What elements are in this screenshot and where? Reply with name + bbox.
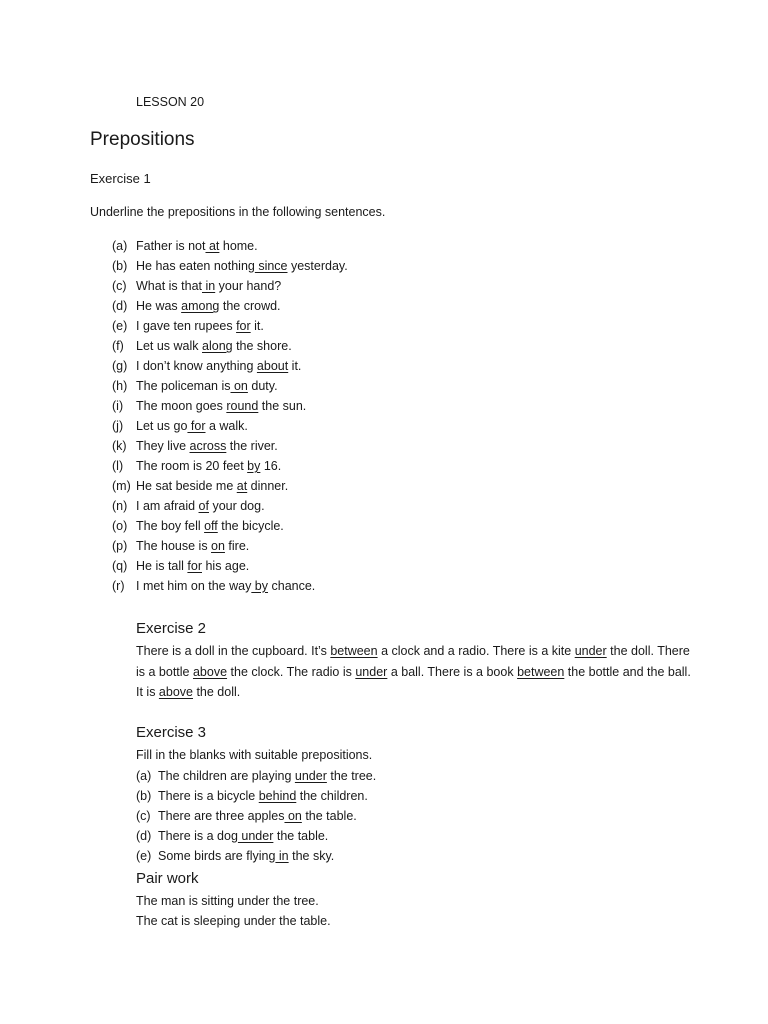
item-text: home. bbox=[219, 239, 258, 253]
preposition: for bbox=[187, 559, 202, 573]
preposition: under bbox=[574, 644, 607, 658]
exercise3-item bbox=[136, 826, 696, 846]
exercise1-item bbox=[112, 576, 348, 596]
preposition: under bbox=[294, 768, 327, 783]
exercise2-section bbox=[136, 619, 696, 703]
item-label: (d) bbox=[136, 828, 152, 843]
pairwork-section bbox=[136, 869, 696, 931]
preposition: behind bbox=[258, 788, 297, 803]
preposition: on bbox=[284, 808, 302, 823]
exercise1-item bbox=[112, 456, 348, 476]
item-text: There is a bicycle bbox=[158, 788, 259, 803]
item-text: 16. bbox=[260, 459, 282, 473]
paragraph-text: the bottle and the ball. It is bbox=[136, 664, 691, 699]
item-label: (e) bbox=[136, 848, 152, 863]
item-text: the table. bbox=[301, 808, 357, 823]
preposition: across bbox=[189, 439, 227, 453]
preposition: in bbox=[275, 848, 289, 863]
item-text: the sky. bbox=[288, 848, 335, 863]
item-text: duty. bbox=[247, 379, 278, 393]
item-text: dinner. bbox=[247, 479, 289, 493]
preposition: by bbox=[251, 579, 269, 593]
item-label: (f) bbox=[112, 339, 124, 353]
lesson-number: LESSON 20 bbox=[136, 95, 205, 109]
item-label: (a) bbox=[136, 768, 152, 783]
exercise1-item bbox=[112, 396, 348, 416]
item-text: the bicycle. bbox=[217, 519, 284, 533]
exercise1-item bbox=[112, 536, 348, 556]
exercise3-list bbox=[136, 766, 696, 866]
item-text: the sun. bbox=[258, 399, 307, 413]
item-label: (h) bbox=[112, 379, 128, 393]
item-label: (e) bbox=[112, 319, 128, 333]
exercise1-item bbox=[112, 556, 348, 576]
exercise1-item bbox=[112, 336, 348, 356]
item-text: the children. bbox=[296, 788, 368, 803]
preposition: round bbox=[226, 399, 259, 413]
exercise3-section bbox=[136, 723, 696, 866]
item-text: the table. bbox=[273, 828, 329, 843]
item-text: He has eaten nothing bbox=[136, 259, 255, 273]
exercise1-item bbox=[112, 296, 348, 316]
item-label: (p) bbox=[112, 539, 128, 553]
preposition: for bbox=[187, 419, 206, 433]
item-label: (b) bbox=[136, 788, 152, 803]
preposition: above bbox=[192, 664, 228, 679]
item-text: Let us go bbox=[136, 419, 188, 433]
paragraph-text: the clock. The radio is bbox=[227, 664, 356, 679]
item-text: The house is bbox=[136, 539, 212, 553]
preposition: about bbox=[256, 359, 289, 373]
item-text: Let us walk bbox=[136, 339, 203, 353]
paragraph-text: the doll. bbox=[192, 685, 241, 699]
item-text: a walk. bbox=[205, 419, 248, 433]
exercise2-paragraph bbox=[136, 641, 696, 703]
item-text: There is a dog bbox=[158, 828, 238, 843]
item-text: chance. bbox=[268, 579, 316, 593]
item-text: I met him on the way bbox=[136, 579, 252, 593]
item-label: (a) bbox=[112, 239, 128, 253]
item-label: (q) bbox=[112, 559, 128, 573]
preposition: off bbox=[204, 519, 218, 533]
item-label: (i) bbox=[112, 399, 124, 413]
item-text: The room is 20 feet bbox=[136, 459, 248, 473]
item-text: There are three apples bbox=[158, 808, 285, 823]
item-label: (k) bbox=[112, 439, 127, 453]
preposition: between bbox=[330, 644, 378, 658]
item-label: (n) bbox=[112, 499, 128, 513]
exercise3-item bbox=[136, 766, 696, 786]
item-label: (l) bbox=[112, 459, 124, 473]
paragraph-text: the doll. There is a bottle bbox=[136, 644, 690, 679]
page-title: Prepositions bbox=[90, 129, 195, 150]
preposition: in bbox=[202, 279, 216, 293]
item-text: the crowd. bbox=[219, 299, 281, 313]
item-text: the river. bbox=[226, 439, 278, 453]
pairwork-line: The man is sitting under the tree. bbox=[136, 894, 319, 908]
preposition: under bbox=[355, 664, 388, 679]
item-text: the shore. bbox=[232, 339, 292, 353]
paragraph-text: There is a doll in the cupboard. It’s bbox=[136, 644, 331, 658]
preposition: under bbox=[237, 828, 274, 843]
exercise3-item bbox=[136, 786, 696, 806]
preposition: among bbox=[181, 299, 220, 313]
preposition: for bbox=[236, 319, 251, 333]
exercise1-item bbox=[112, 516, 348, 536]
item-text: your hand? bbox=[215, 279, 282, 293]
item-text: it. bbox=[288, 359, 302, 373]
item-text: it. bbox=[250, 319, 264, 333]
exercise1-item bbox=[112, 476, 348, 496]
preposition: on bbox=[230, 379, 248, 393]
preposition: between bbox=[517, 664, 565, 679]
exercise1-item bbox=[112, 256, 348, 276]
item-text: He sat beside me bbox=[136, 479, 237, 493]
exercise2-heading: Exercise 2 bbox=[136, 620, 207, 637]
exercise3-instruction: Fill in the blanks with suitable prepositions. bbox=[136, 748, 373, 762]
item-label: (m) bbox=[112, 479, 131, 493]
item-label: (o) bbox=[112, 519, 128, 533]
preposition: at bbox=[205, 239, 220, 253]
exercise1-item bbox=[112, 436, 348, 456]
item-text: the tree. bbox=[326, 768, 377, 783]
item-text: The policeman is bbox=[136, 379, 231, 393]
item-text: your dog. bbox=[208, 499, 265, 513]
item-text: I don’t know anything bbox=[136, 359, 257, 373]
exercise1-item bbox=[112, 356, 348, 376]
item-label: (j) bbox=[112, 419, 124, 433]
item-text: He was bbox=[136, 299, 182, 313]
exercise1-list bbox=[112, 236, 348, 596]
preposition: since bbox=[254, 259, 288, 273]
item-text: his age. bbox=[202, 559, 250, 573]
exercise1-heading: Exercise 1 bbox=[90, 171, 151, 186]
paragraph-text: a clock and a radio. There is a kite bbox=[377, 644, 575, 658]
exercise3-item bbox=[136, 846, 696, 866]
item-text: Father is not bbox=[136, 239, 206, 253]
exercise1-item bbox=[112, 236, 348, 256]
exercise1-item bbox=[112, 276, 348, 296]
item-text: The moon goes bbox=[136, 399, 227, 413]
pairwork-heading: Pair work bbox=[136, 870, 199, 887]
exercise1-item bbox=[112, 376, 348, 396]
item-label: (c) bbox=[112, 279, 127, 293]
item-text: He is tall bbox=[136, 559, 188, 573]
preposition: by bbox=[247, 459, 261, 473]
preposition: at bbox=[236, 479, 248, 493]
exercise1-item bbox=[112, 316, 348, 336]
exercise1-item bbox=[112, 416, 348, 436]
item-text: They live bbox=[136, 439, 190, 453]
item-text: I am afraid bbox=[136, 499, 199, 513]
item-label: (c) bbox=[136, 808, 151, 823]
preposition: above bbox=[158, 685, 193, 699]
exercise1-instruction: Underline the prepositions in the following sentences. bbox=[90, 205, 386, 219]
item-label: (d) bbox=[112, 299, 128, 313]
item-text: yesterday. bbox=[287, 259, 348, 273]
item-label: (b) bbox=[112, 259, 128, 273]
pairwork-line: The cat is sleeping under the table. bbox=[136, 914, 331, 928]
item-text: What is that bbox=[136, 279, 202, 293]
preposition: along bbox=[202, 339, 233, 353]
item-text: I gave ten rupees bbox=[136, 319, 237, 333]
preposition: on bbox=[211, 539, 225, 553]
item-text: Some birds are flying bbox=[158, 848, 276, 863]
item-text: The children are playing bbox=[158, 768, 295, 783]
item-text: fire. bbox=[224, 539, 250, 553]
item-text: The boy fell bbox=[136, 519, 205, 533]
exercise1-item bbox=[112, 496, 348, 516]
preposition: of bbox=[198, 499, 209, 513]
item-label: (r) bbox=[112, 579, 125, 593]
paragraph-text: a ball. There is a book bbox=[387, 664, 518, 679]
item-label: (g) bbox=[112, 359, 128, 373]
exercise3-heading: Exercise 3 bbox=[136, 724, 207, 741]
exercise3-item bbox=[136, 806, 696, 826]
